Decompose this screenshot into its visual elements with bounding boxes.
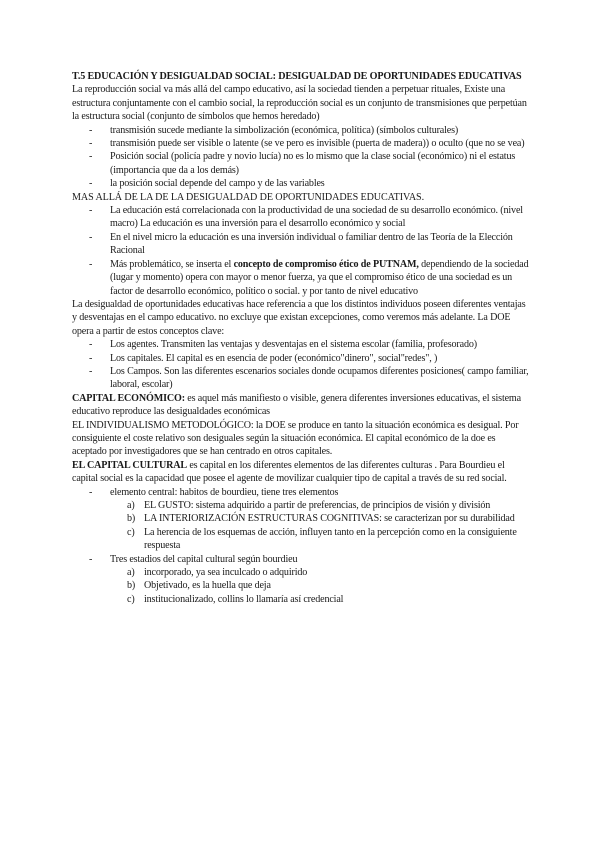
item-marker: a) [127, 567, 135, 579]
list-item: - La educación está correlacionada con la productividad de una sociedad de su desarrollo económico. (nivel macro) La educación es una inversión para el desarrollo económico y social [72, 204, 532, 231]
sublist-item [72, 512, 532, 525]
capital-cultural-paragraph [72, 459, 532, 486]
doe-list [72, 338, 532, 392]
paragraph-text: es aquel más manifiesto o visible, genera diferentes inversiones educativas, el sistema educativo reproduce las desigualdades económicas [72, 392, 521, 418]
list-item: - transmisión puede ser visible o latente (se ve pero es invisible (puerta de madera)) o oculto (que no se vea) [72, 137, 532, 150]
list-item: - Los capitales. El capital es en esencia de poder (económico"dinero", social"redes", ) [72, 352, 532, 365]
intro-paragraph: La reproducción social va más allá del campo educativo, así la sociedad tienden a perpetuar rituales, Existe una estructura conjuntamente con el cambio social, la reproducción social es un conjunto de transmisiones que perpetúan la estructura social (conjunto de símbolos que hemos heredado) [72, 84, 527, 123]
sublist-item [72, 593, 532, 606]
list-item: - Los Campos. Son las diferentes escenarios sociales donde ocupamos diferentes posiciones( campo familiar, laboral, escolar) [72, 365, 532, 392]
list-item: - Los agentes. Transmiten las ventajas y desventajas en el sistema escolar (familia, profesorado) [72, 338, 532, 351]
capital-economico-term: CAPITAL ECONÓMICO: [72, 392, 185, 404]
estadios-sublist [72, 566, 532, 606]
doe-paragraph: La desigualdad de oportunidades educativas hace referencia a que los distintos individuos poseen diferentes ventajas y desventajas en el campo educativo. no excluye que existan excepciones, como veremos más adelante. La DOE opera a partir de estos conceptos clave: [72, 298, 526, 337]
section-heading: MAS ALLÁ DE LA DE LA DESIGUALDAD DE OPORTUNIDADES EDUCATIVAS. [72, 191, 424, 203]
capital-economico-paragraph [72, 392, 532, 419]
individualismo-paragraph: EL INDIVIDUALISMO METODOLÓGICO: la DOE se produce en tanto la situación económica es desigual. Por consiguiente el coste relativo son desiguales según la situación económica. El capital económico de la doe es aceptado por investigadores que se han centrado en otros capitales. [72, 419, 519, 458]
item-text: institucionalizado, collins lo llamaría así credencial [144, 593, 344, 605]
item-text: Más problemático, se inserta el [110, 258, 234, 270]
item-marker: a) [127, 500, 135, 511]
list-item [72, 486, 532, 553]
document-page [72, 70, 532, 606]
sublist-item [72, 566, 532, 579]
item-marker: c) [127, 526, 135, 538]
putnam-concept: concepto de compromiso ético de PUTNAM, [233, 258, 419, 270]
capital-cultural-term: EL CAPITAL CULTURAL [72, 459, 187, 471]
sublist-item [72, 579, 532, 592]
sublist-item [72, 499, 532, 512]
item-text: Tres estadios del capital cultural según bourdieu [110, 553, 298, 565]
list-item: - la posición social depende del campo y de las variables [72, 177, 532, 190]
item-text: La herencia de los esquemas de acción, influyen tanto en la percepción como en la consiguiente respuesta [144, 526, 517, 552]
sublist-item [72, 526, 532, 553]
item-text: incorporado, ya sea inculcado o adquirido [144, 567, 308, 579]
item-text: Objetivado, es la huella que deja [144, 580, 271, 592]
list-item: - transmisión sucede mediante la simbolización (económica, política) (símbolos culturales) [72, 124, 532, 137]
list-item [72, 553, 532, 607]
list-item: - Posición social (policía padre y novio lucía) no es lo mismo que la clase social (económico) ni el estatus (importancia que da a los demás) [72, 150, 532, 177]
item-marker: c) [127, 593, 135, 605]
intro-list [72, 124, 532, 191]
item-text: dependiendo de la sociedad (lugar y momento) opera con mayor o menor fuerza, ya que el compromiso ético de una sociedad es un factor de desarrollo económico, político o social. y por tanto de nivel educativo [110, 258, 529, 297]
document-title: T.5 EDUCACIÓN Y DESIGUALDAD SOCIAL: DESIGUALDAD DE OPORTUNIDADES EDUCATIVAS [72, 71, 522, 82]
item-text: elemento central: habitos de bourdieu, tiene tres elementos [110, 486, 339, 498]
item-marker: b) [127, 580, 136, 592]
list-item: - En el nivel micro la educación es una inversión individual o familiar dentro de las Teoría de la Elección Racional [72, 231, 532, 258]
capital-cultural-list [72, 486, 532, 607]
habitos-sublist [72, 499, 532, 553]
paragraph-text: es capital en los diferentes elementos de las diferentes culturas . Para Bourdieu el capital social es la capacidad que posee el agente de movilizar cualquier tipo de capital a través de su red social. [72, 459, 507, 485]
item-marker: b) [127, 513, 136, 525]
item-text: EL GUSTO: sistema adquirido a partir de preferencias, de principios de visión y división [144, 500, 491, 511]
list-item [72, 258, 532, 298]
section2-list [72, 204, 532, 298]
item-text: LA INTERIORIZACIÓN ESTRUCTURAS COGNITIVAS: se caracterizan por su durabilidad [144, 513, 515, 525]
